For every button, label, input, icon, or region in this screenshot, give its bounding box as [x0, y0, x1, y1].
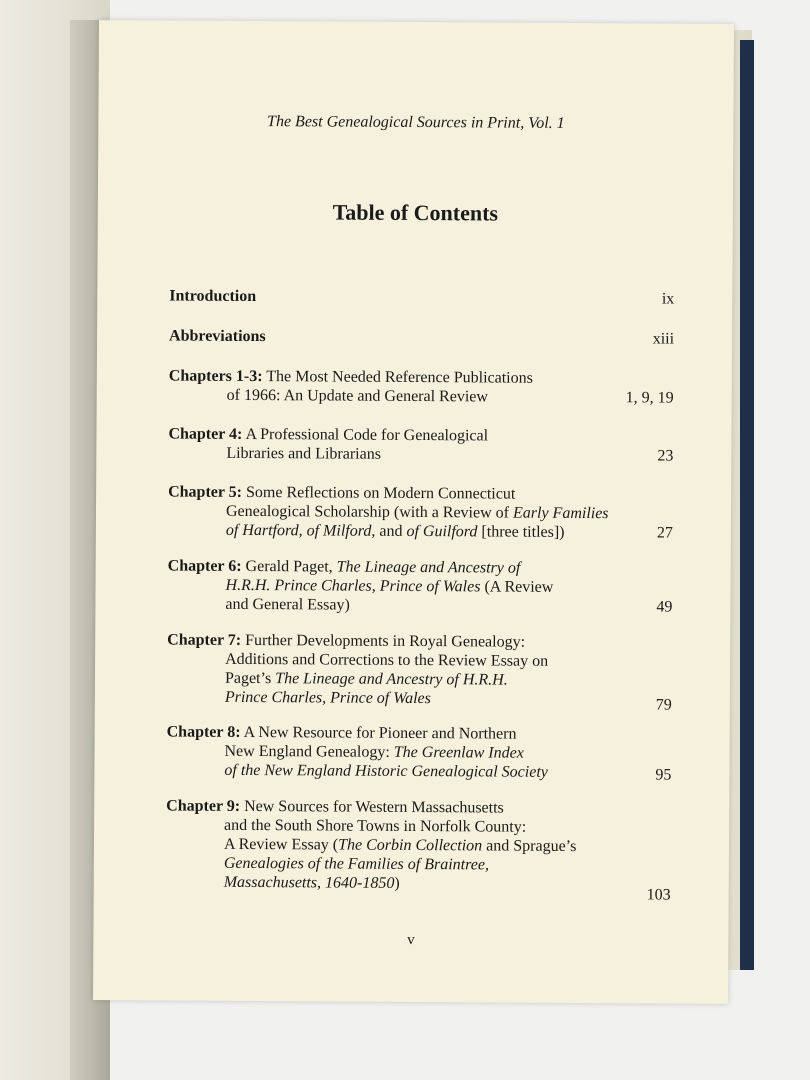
entry-text: Further Developments in Royal Genealogy: [241, 631, 526, 651]
entry-title-italic: The Lineage and Ancestry of [336, 558, 521, 577]
toc-entry-chapter-9 [166, 796, 672, 904]
entry-text: Gerald Paget, [241, 557, 337, 576]
toc-entry-abbreviations [169, 327, 674, 349]
entry-text: and General Essay) [225, 595, 350, 614]
toc-entry-chapter-4 [168, 425, 673, 466]
entry-text: New Sources for Western Massachusetts [240, 797, 504, 817]
entry-label: Chapters 1-3: [168, 367, 263, 386]
entry-page: 23 [657, 447, 674, 465]
entry-text: The Most Needed Reference Publications [262, 368, 533, 387]
entry-text: , and [371, 522, 407, 540]
entry-label: Chapter 7: [167, 631, 242, 649]
entry-text: and Sprague’s [482, 837, 577, 856]
entry-label: Chapter 9: [166, 797, 241, 815]
toc-title: Table of Contents [332, 199, 499, 226]
entry-title-italic: Genealogies of the Families of Braintree, [223, 854, 490, 874]
entry-text: A Review Essay ( [223, 835, 339, 854]
entry-title-italic: of Milford [306, 522, 372, 540]
entry-title-italic: of Hartford [225, 521, 299, 540]
entry-title-italic: Massachusetts, 1640-1850 [223, 873, 395, 892]
entry-text: of 1966: An Update and General Review [226, 386, 489, 406]
entry-title-italic: Early Families [512, 504, 609, 523]
entry-text: A New Resource for Pioneer and Northern [240, 723, 517, 743]
navy-cover-edge [740, 40, 754, 970]
entry-title-italic: of the New England Historic Genealogical Society [224, 761, 548, 781]
entry-text: Genealogical Scholarship (with a Review of [225, 502, 514, 522]
toc-entry-chapter-8 [166, 722, 671, 782]
entry-page: 79 [655, 696, 672, 714]
entry-label: Chapter 6: [167, 557, 242, 575]
entry-text: Additions and Corrections to the Review Essay on [225, 650, 549, 670]
entry-page: xiii [652, 330, 675, 348]
entry-title-italic: H.R.H. Prince Charles, Prince of Wales [225, 576, 481, 596]
toc-entry-introduction [169, 287, 674, 309]
entry-text: and the South Shore Towns in Norfolk County: [224, 816, 527, 836]
entry-text: (A Review [480, 578, 554, 596]
entry-label: Chapter 8: [166, 723, 241, 741]
entry-text: ) [394, 874, 400, 892]
entry-label: Introduction [169, 287, 257, 306]
book-page [93, 20, 734, 1004]
entry-text: [three titles]) [477, 523, 565, 541]
entry-title-italic: The Greenlaw Index [393, 743, 524, 762]
running-head: The Best Genealogical Sources in Print, Vol. 1 [267, 113, 565, 132]
entry-page: 49 [656, 598, 673, 616]
entry-page: 1, 9, 19 [625, 389, 674, 407]
entry-title-italic: Prince Charles, Prince of Wales [224, 688, 431, 708]
entry-label: Abbreviations [169, 327, 266, 346]
entry-text: A Professional Code for Genealogical [242, 425, 489, 445]
entry-title-italic: The Corbin Collection [338, 836, 483, 855]
entry-text: , [298, 522, 307, 540]
toc-entry-chapters-1-3 [169, 367, 674, 408]
page-number: v [407, 931, 415, 949]
entry-text: Paget’s [224, 669, 276, 688]
entry-label: Chapter 4: [168, 425, 243, 443]
toc-entry-chapter-5 [168, 483, 673, 543]
entry-text: Libraries and Librarians [226, 444, 382, 463]
entry-text: Some Reflections on Modern Connecticut [241, 483, 516, 503]
entry-page: 95 [655, 766, 672, 784]
entry-title-italic: The Lineage and Ancestry of H.R.H. [275, 670, 508, 689]
entry-page: 103 [646, 886, 671, 904]
entry-page: 27 [656, 524, 673, 542]
entry-label: Chapter 5: [168, 483, 243, 501]
toc-entry-chapter-6 [167, 556, 672, 616]
entry-text: New England Genealogy: [224, 742, 394, 761]
entry-page: ix [661, 290, 675, 308]
toc-entry-chapter-7 [167, 630, 672, 714]
entry-title-italic: of Guilford [406, 522, 478, 541]
